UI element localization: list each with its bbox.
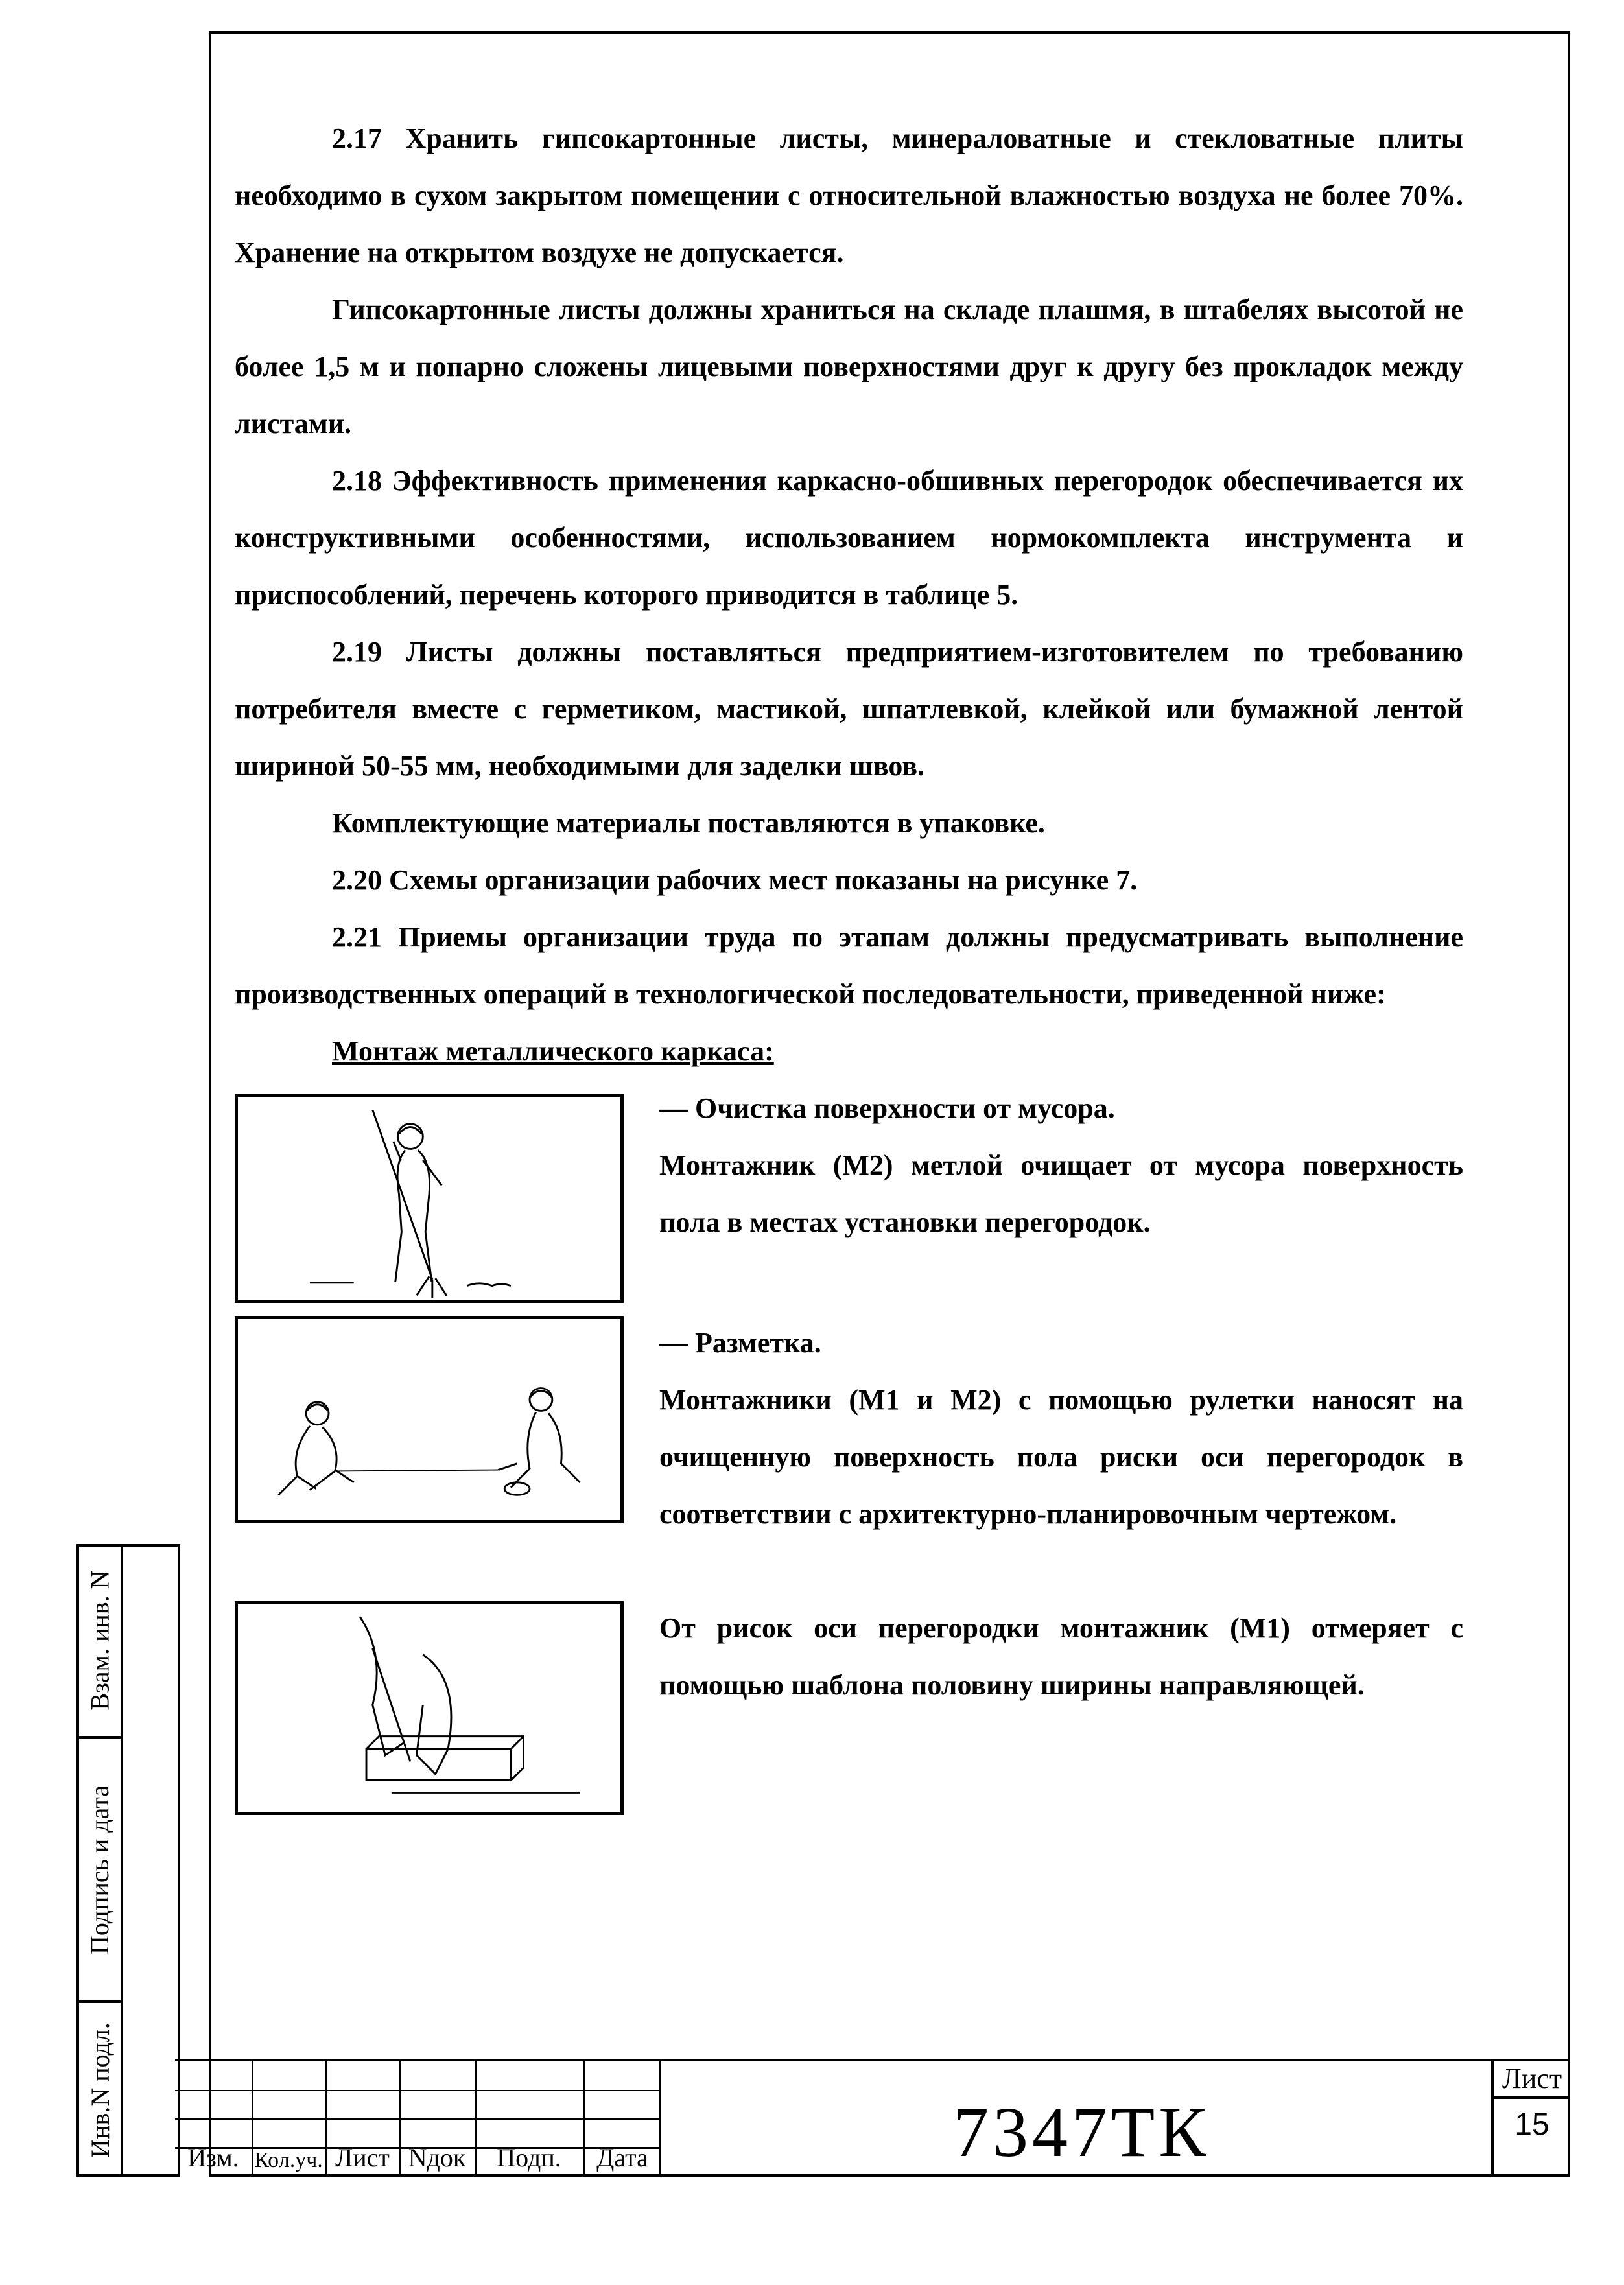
step-template-text (659, 1600, 1463, 1714)
paragraph-2-17: 2.17 Хранить гипсокартонные листы, минераловатные и стекловатные плиты необходимо в сухом закрытом помещении с относительной влажностью воздуха не более 70%. Хранение на открытом воздухе не допускается. (235, 123, 1463, 268)
paragraph-storage: Гипсокартонные листы должны храниться на складе плашмя, в штабелях высотой не более 1,5 м и попарно сложены лицевыми поверхностями друг к другу без прокладок между листами. (235, 294, 1463, 439)
step-template (235, 1601, 1463, 1796)
side-podpis-data (76, 1739, 123, 2003)
step-marking (235, 1316, 1463, 1601)
template-measuring-illustration (235, 1601, 624, 1815)
title-block (175, 2059, 1570, 2177)
document-body (235, 110, 1463, 1796)
workers-marking-illustration (235, 1316, 624, 1523)
revision-grid (175, 2061, 661, 2177)
side-inv-podl-label: Инв.N подл. (85, 2022, 115, 2158)
label-kol-uch: Кол.уч. (254, 2148, 323, 2172)
label-data: Дата (596, 2143, 648, 2172)
section-heading: Монтаж металлического каркаса: (332, 1035, 774, 1067)
paragraph-2-18: 2.18 Эффективность применения каркасно-обшивных перегородок обеспечивается их конструктивными особенностями, использованием нормокомплекта инструмента и приспособлений, перечень которого приводится в таблице 5. (235, 465, 1463, 611)
label-ndok: Nдок (408, 2143, 466, 2172)
side-vzam-inv-label: Взам. инв. N (85, 1569, 115, 1711)
sheet-number: 15 (1514, 2107, 1549, 2142)
step-cleaning-title: — Очистка поверхности от мусора. (659, 1092, 1115, 1124)
step-marking-description: Монтажники (М1 и М2) с помощью рулетки наносят на очищенную поверхность пола риски оси перегородок в соответствии с архитектурно-планировочным чертежом. (659, 1384, 1463, 1530)
step-marking-text (659, 1315, 1463, 1543)
step-cleaning-text (659, 1080, 1463, 1251)
label-podp: Подп. (497, 2143, 561, 2172)
step-cleaning-description: Монтажник (М2) метлой очищает от мусора поверхность пола в местах установки перегородок. (659, 1149, 1463, 1238)
label-izm: Изм. (187, 2143, 239, 2172)
side-inv-podl (76, 2003, 123, 2177)
paragraph-2-19: 2.19 Листы должны поставляться предприятием-изготовителем по требованию потребителя вместе с герметиком, мастикой, шпатлевкой, клейкой или бумажной лентой шириной 50-55 мм, необходимыми для заделки швов. (235, 636, 1463, 782)
paragraph-2-20: 2.20 Схемы организации рабочих мест показаны на рисунке 7. (332, 864, 1138, 896)
step-cleaning (235, 1080, 1463, 1316)
worker-sweeping-illustration (235, 1094, 624, 1303)
sheet-box (1491, 2061, 1570, 2177)
side-stamp-column (123, 1544, 180, 2177)
label-list: Лист (335, 2143, 390, 2172)
paragraph-materials: Комплектующие материалы поставляются в упаковке. (332, 807, 1045, 839)
paragraph-2-21: 2.21 Приемы организации труда по этапам должны предусматривать выполнение производственных операций в технологической последовательности, приведенной ниже: (235, 921, 1463, 1010)
side-vzam-inv (76, 1544, 123, 1739)
document-code: 7347ТК (953, 2092, 1210, 2172)
step-marking-title: — Разметка. (659, 1327, 821, 1359)
step-template-description: От рисок оси перегородки монтажник (М1) отмеряет с помощью шаблона половину ширины направляющей. (659, 1612, 1463, 1701)
sheet-label: Лист (1494, 2061, 1570, 2099)
side-podpis-data-label: Подпись и дата (85, 1785, 115, 1954)
